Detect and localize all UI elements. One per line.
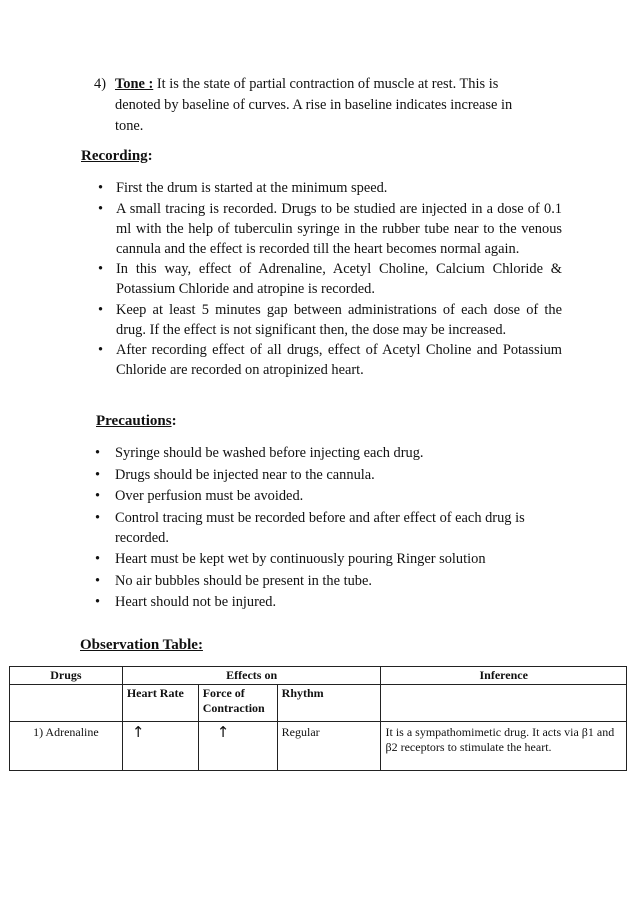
tone-paragraph [94, 74, 554, 137]
tone-text [115, 74, 554, 137]
force-cell [198, 722, 277, 771]
precautions-heading [96, 413, 177, 430]
inference-cell: It is a sympathomimetic drug. It acts via β1 and β2 receptors to stimulate the heart. [381, 722, 627, 771]
recording-list [96, 178, 562, 381]
tone-text-line3: tone. [115, 118, 144, 134]
force-header-line1: Force of [202, 686, 245, 700]
rhythm-header: Rhythm [277, 685, 381, 722]
recording-item: • In this way, effect of Adrenaline, Acetyl Choline, Calcium Chloride & Potassium Chloride and atropine is recorded. [96, 259, 562, 299]
recording-item: • Keep at least 5 minutes gap between administrations of each dose of the drug. If the effect is not significant then, the dose may be increased. [96, 300, 562, 340]
force-header-line2: Contraction [202, 701, 265, 715]
recording-item: • After recording effect of all drugs, effect of Acetyl Choline and Potassium Chloride are recorded on atropinized heart. [96, 340, 562, 380]
precaution-item: • Control tracing must be recorded before and after effect of each drug is recorded. [93, 508, 563, 548]
table-subheader-row [10, 685, 627, 722]
effects-on-header: Effects on [122, 667, 381, 685]
recording-item: • A small tracing is recorded. Drugs to be studied are injected in a dose of 0.1 ml with the help of tuberculin syringe in the rubber tube near to the venous cannula and the effect is recorded till the heart becomes normal again. [96, 199, 562, 259]
precaution-item: • Drugs should be injected near to the cannula. [93, 465, 563, 485]
precautions-heading-text: Precautions [96, 413, 172, 429]
table-header-row [10, 667, 627, 685]
tone-number: 4) [94, 76, 106, 92]
tone-label: Tone : [115, 76, 154, 92]
inference-header: Inference [381, 667, 627, 685]
inference-subheader-empty [381, 685, 627, 722]
heart-rate-header: Heart Rate [122, 685, 198, 722]
recording-heading-text: Recording [81, 148, 148, 164]
precaution-item: • Over perfusion must be avoided. [93, 486, 563, 506]
drug-cell: 1) Adrenaline [10, 722, 123, 771]
table-row [10, 722, 627, 771]
rhythm-cell: Regular [277, 722, 381, 771]
observation-heading [80, 637, 203, 654]
precaution-item: • Heart should not be injured. [93, 592, 563, 612]
precaution-item: • Syringe should be washed before injecting each drug. [93, 443, 563, 463]
precautions-list [93, 443, 563, 614]
drugs-subheader-empty [10, 685, 123, 722]
heart-rate-cell [122, 722, 198, 771]
recording-heading-colon: : [147, 148, 153, 164]
recording-heading [81, 148, 153, 165]
recording-item: • First the drum is started at the minimum speed. [96, 178, 562, 198]
drugs-header: Drugs [10, 667, 123, 685]
observation-heading-text: Observation Table: [80, 637, 203, 653]
tone-text-line2: denoted by baseline of curves. A rise in baseline indicates increase in [115, 97, 513, 113]
precaution-item: • Heart must be kept wet by continuously pouring Ringer solution [93, 549, 563, 569]
arrow-up-icon: ↑ [131, 723, 145, 741]
force-of-contraction-header [198, 685, 277, 722]
tone-text-line1: It is the state of partial contraction of muscle at rest. This is [156, 76, 499, 92]
arrow-up-icon: ↑ [216, 723, 230, 741]
observation-table [9, 666, 627, 771]
precautions-heading-colon: : [171, 413, 177, 429]
precaution-item: • No air bubbles should be present in the tube. [93, 571, 563, 591]
